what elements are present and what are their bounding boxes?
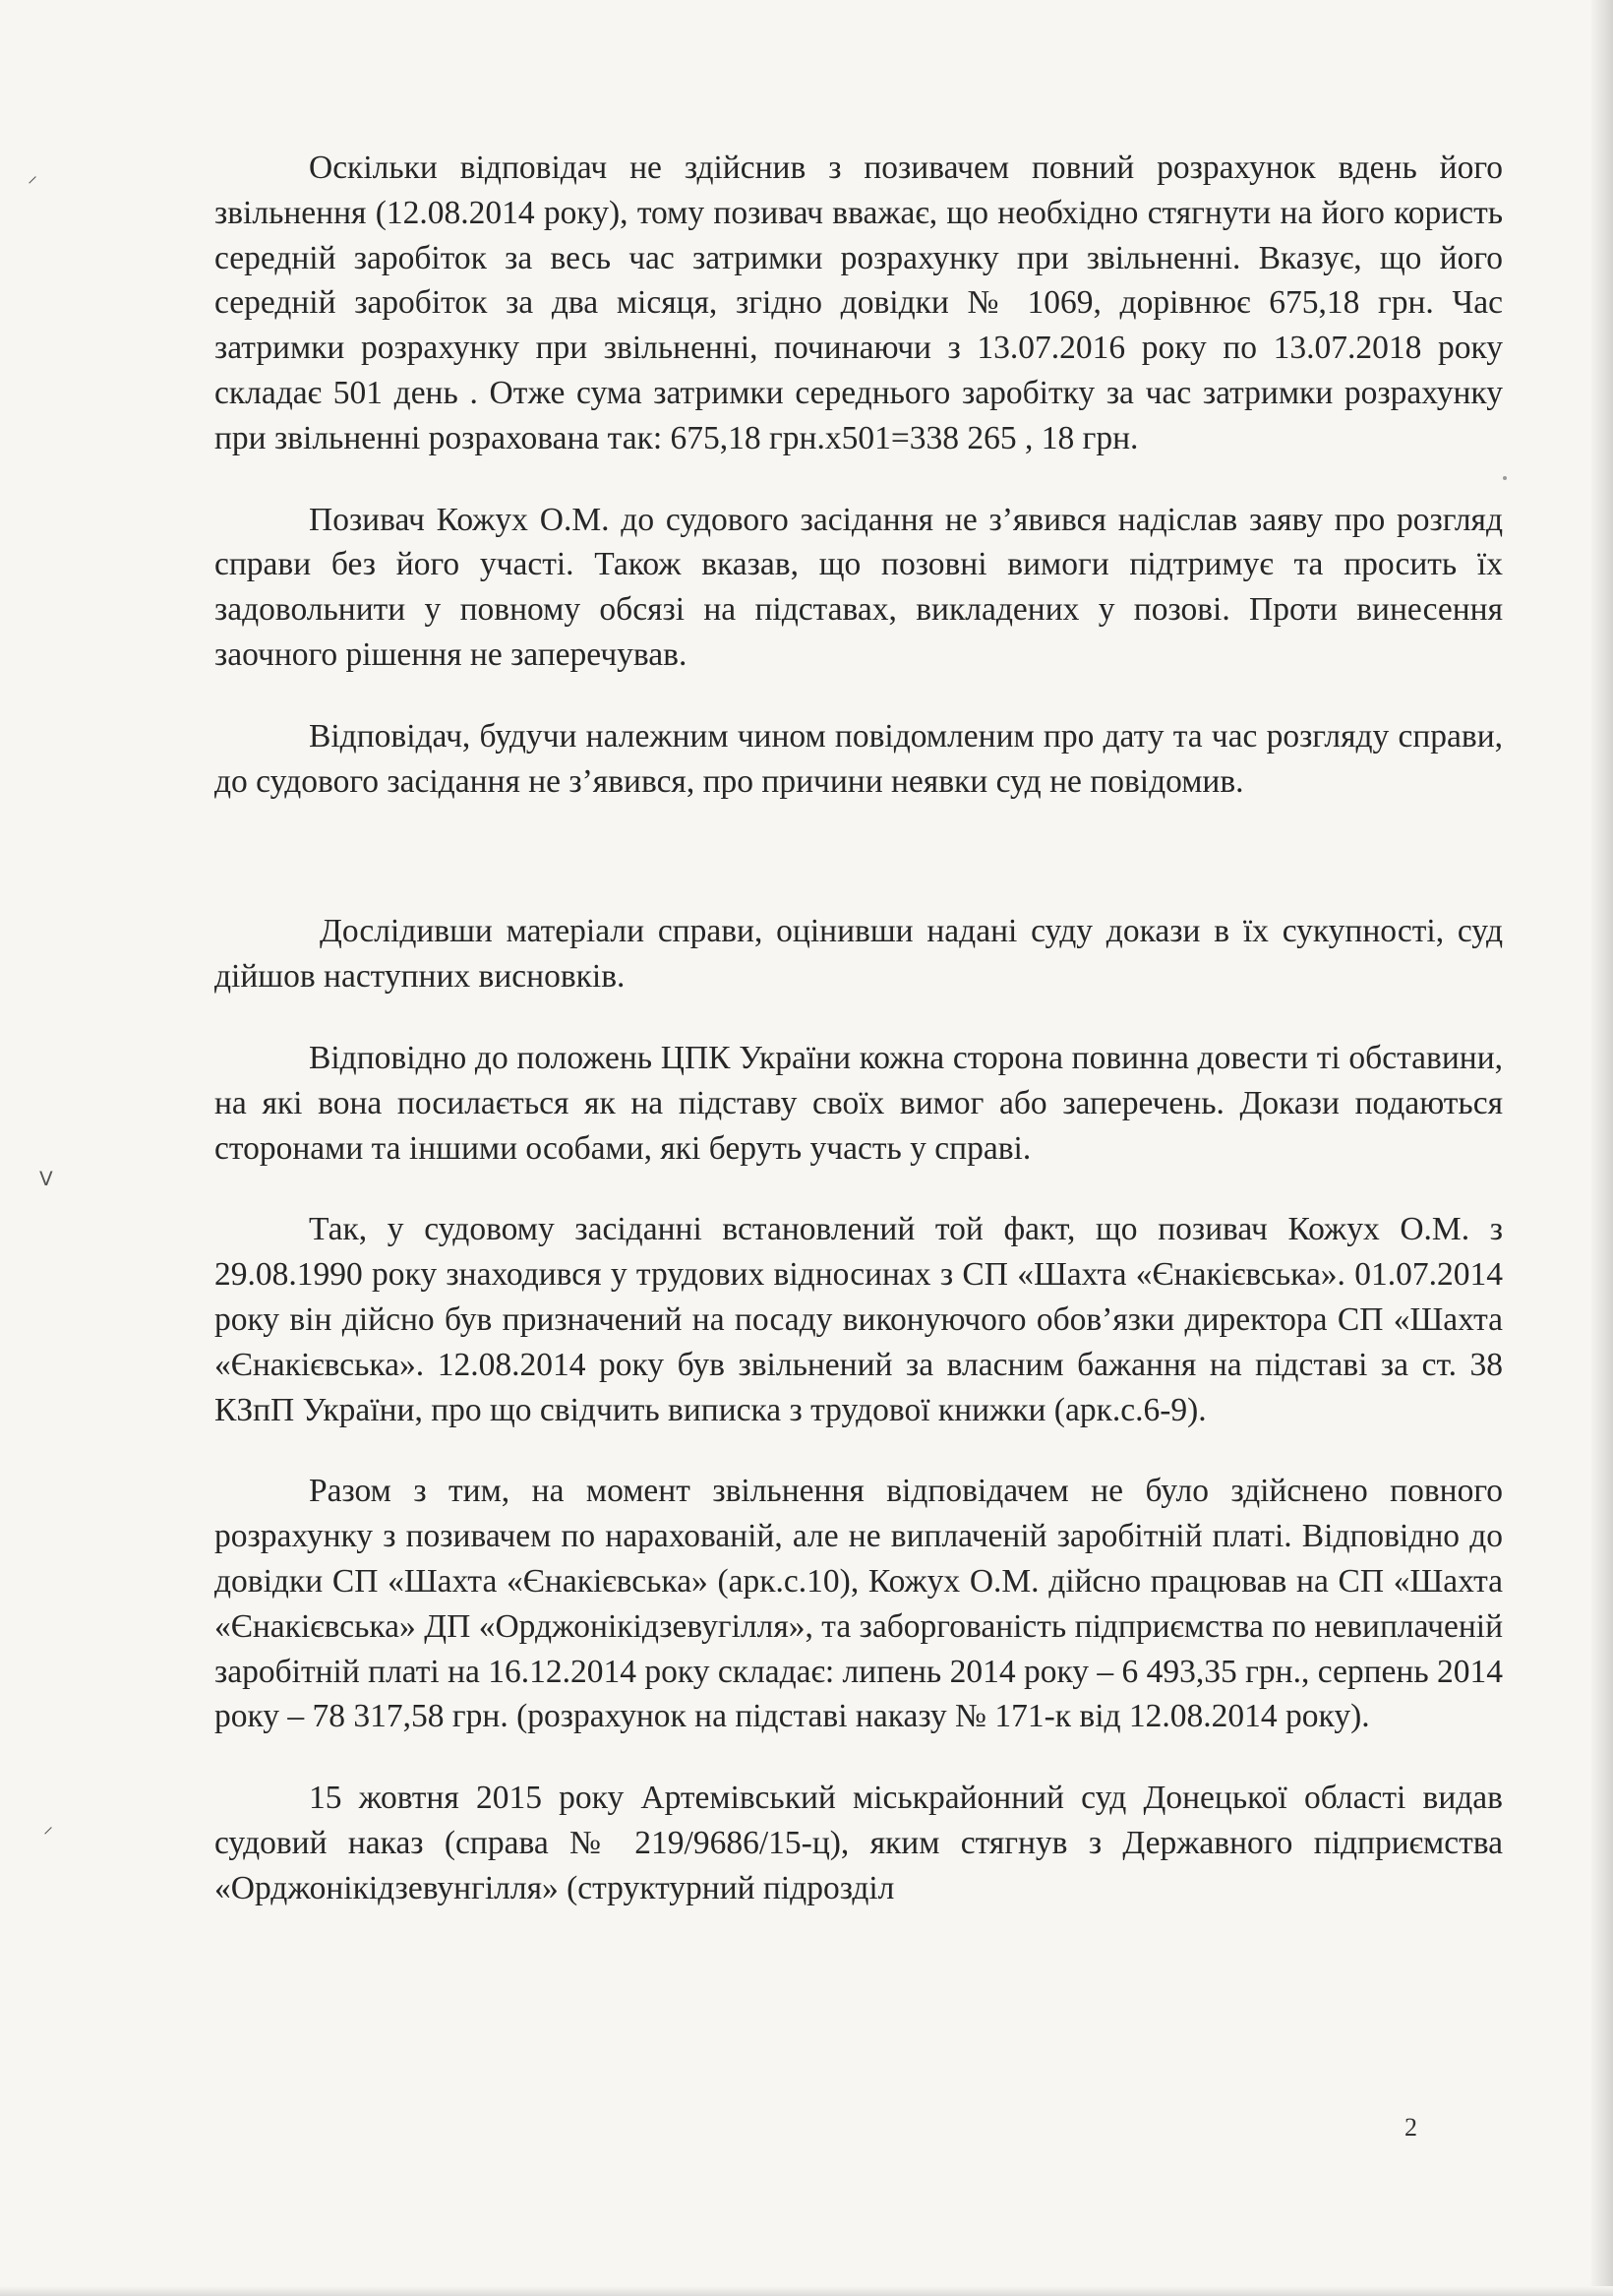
paragraph-employment-facts: Так, у судовому засіданні встановлений той факт, що позивач Кожух О.М. з 29.08.1990 року знаходився у трудових відносинах з СП «Шахта «Єнакієвська». 01.07.2014 року він дійсно був призначений на посаду виконуючого обов’язки директора СП «Шахта «Єнакієвська». 12.08.2014 року був звільнений за власним бажання на підставі за ст. 38 КЗпП України, про що свідчить виписка з трудової книжки (арк.с.6-9). [214,1211,1503,1428]
staple-mark-icon: ⸝ [43,1816,53,1838]
staple-mark-icon: ⸝ [28,165,37,187]
paragraph-court-findings: Дослідивши матеріали справи, оцінивши надані суду докази в їх сукупності, суд дійшов наступних висновків. [214,913,1503,996]
paragraph-court-order: 15 жовтня 2015 року Артемівський міськрайонний суд Донецької області видав судовий наказ (справа № 219/9686/15-ц), яким стягнув з Державного підприємства «Орджонікідзевунгілля» (структурний підрозділ [214,1780,1503,1906]
paragraph-defendant-absence: Відповідач, будучи належним чином повідомленим про дату та час розгляду справи, до судового засідання не з’явився, про причини неявки суд не повідомив. [214,717,1503,800]
paragraph-salary-delay: Оскільки відповідач не здійснив з позивачем повний розрахунок вдень його звільнення (12.08.2014 року), тому позивач вважає, що необхідно стягнути на його користь середній заробіток за весь час затримки розрахунку при звільненні. Вказує, що його середній заробіток за два місяця, згідно довідки № 1069, дорівнює 675,18 грн. Час затримки розрахунку при звільненні, починаючи з 13.07.2016 року по 13.07.2018 року складає 501 день . Отже сума затримки середнього заробітку за час затримки розрахунку при звільненні розрахована так: 675,18 грн.х501=338 265 , 18 грн. [214,150,1503,456]
page-bottom-shadow [0,2286,1613,2296]
page-number: 2 [1404,2113,1417,2142]
paragraph-wage-arrears: Разом з тим, на момент звільнення відповідачем не було здійснено повного розрахунку з позивачем по нарахованій, але не виплаченій заробітній платі. Відповідно до довідки СП «Шахта «Єнакієвська» (арк.с.10), Кожух О.М. дійсно працював на СП «Шахта «Єнакієвська» ДП «Орджонікідзевугілля», та заборгованість підприємства по невиплаченій заробітній платі на 16.12.2014 року складає: липень 2014 року – 6 493,35 грн., серпень 2014 року – 78 317,58 грн. (розрахунок на підставі наказу № 171-к від 12.08.2014 року). [214,1473,1503,1735]
scan-speck [1503,476,1507,480]
page-edge-shadow [1591,0,1613,2296]
paragraph-burden-of-proof: Відповідно до положень ЦПК України кожна сторона повинна довести ті обставини, на які вона посилається як на підставу своїх вимог або заперечень. Докази подаються сторонами та іншими особами, які беруть участь у справі. [214,1039,1503,1167]
paragraph-plaintiff-absence: Позивач Кожух О.М. до судового засідання не з’явився надіслав заяву про розгляд справи без його участі. Також вказав, що позовні вимоги підтримує та просить їх задовольнити у повному обсязі на підставах, викладених у позові. Проти винесення заочного рішення не заперечував. [214,501,1503,673]
document-body [214,146,1503,1911]
scan-mark-icon: ᐯ [39,1169,53,1190]
